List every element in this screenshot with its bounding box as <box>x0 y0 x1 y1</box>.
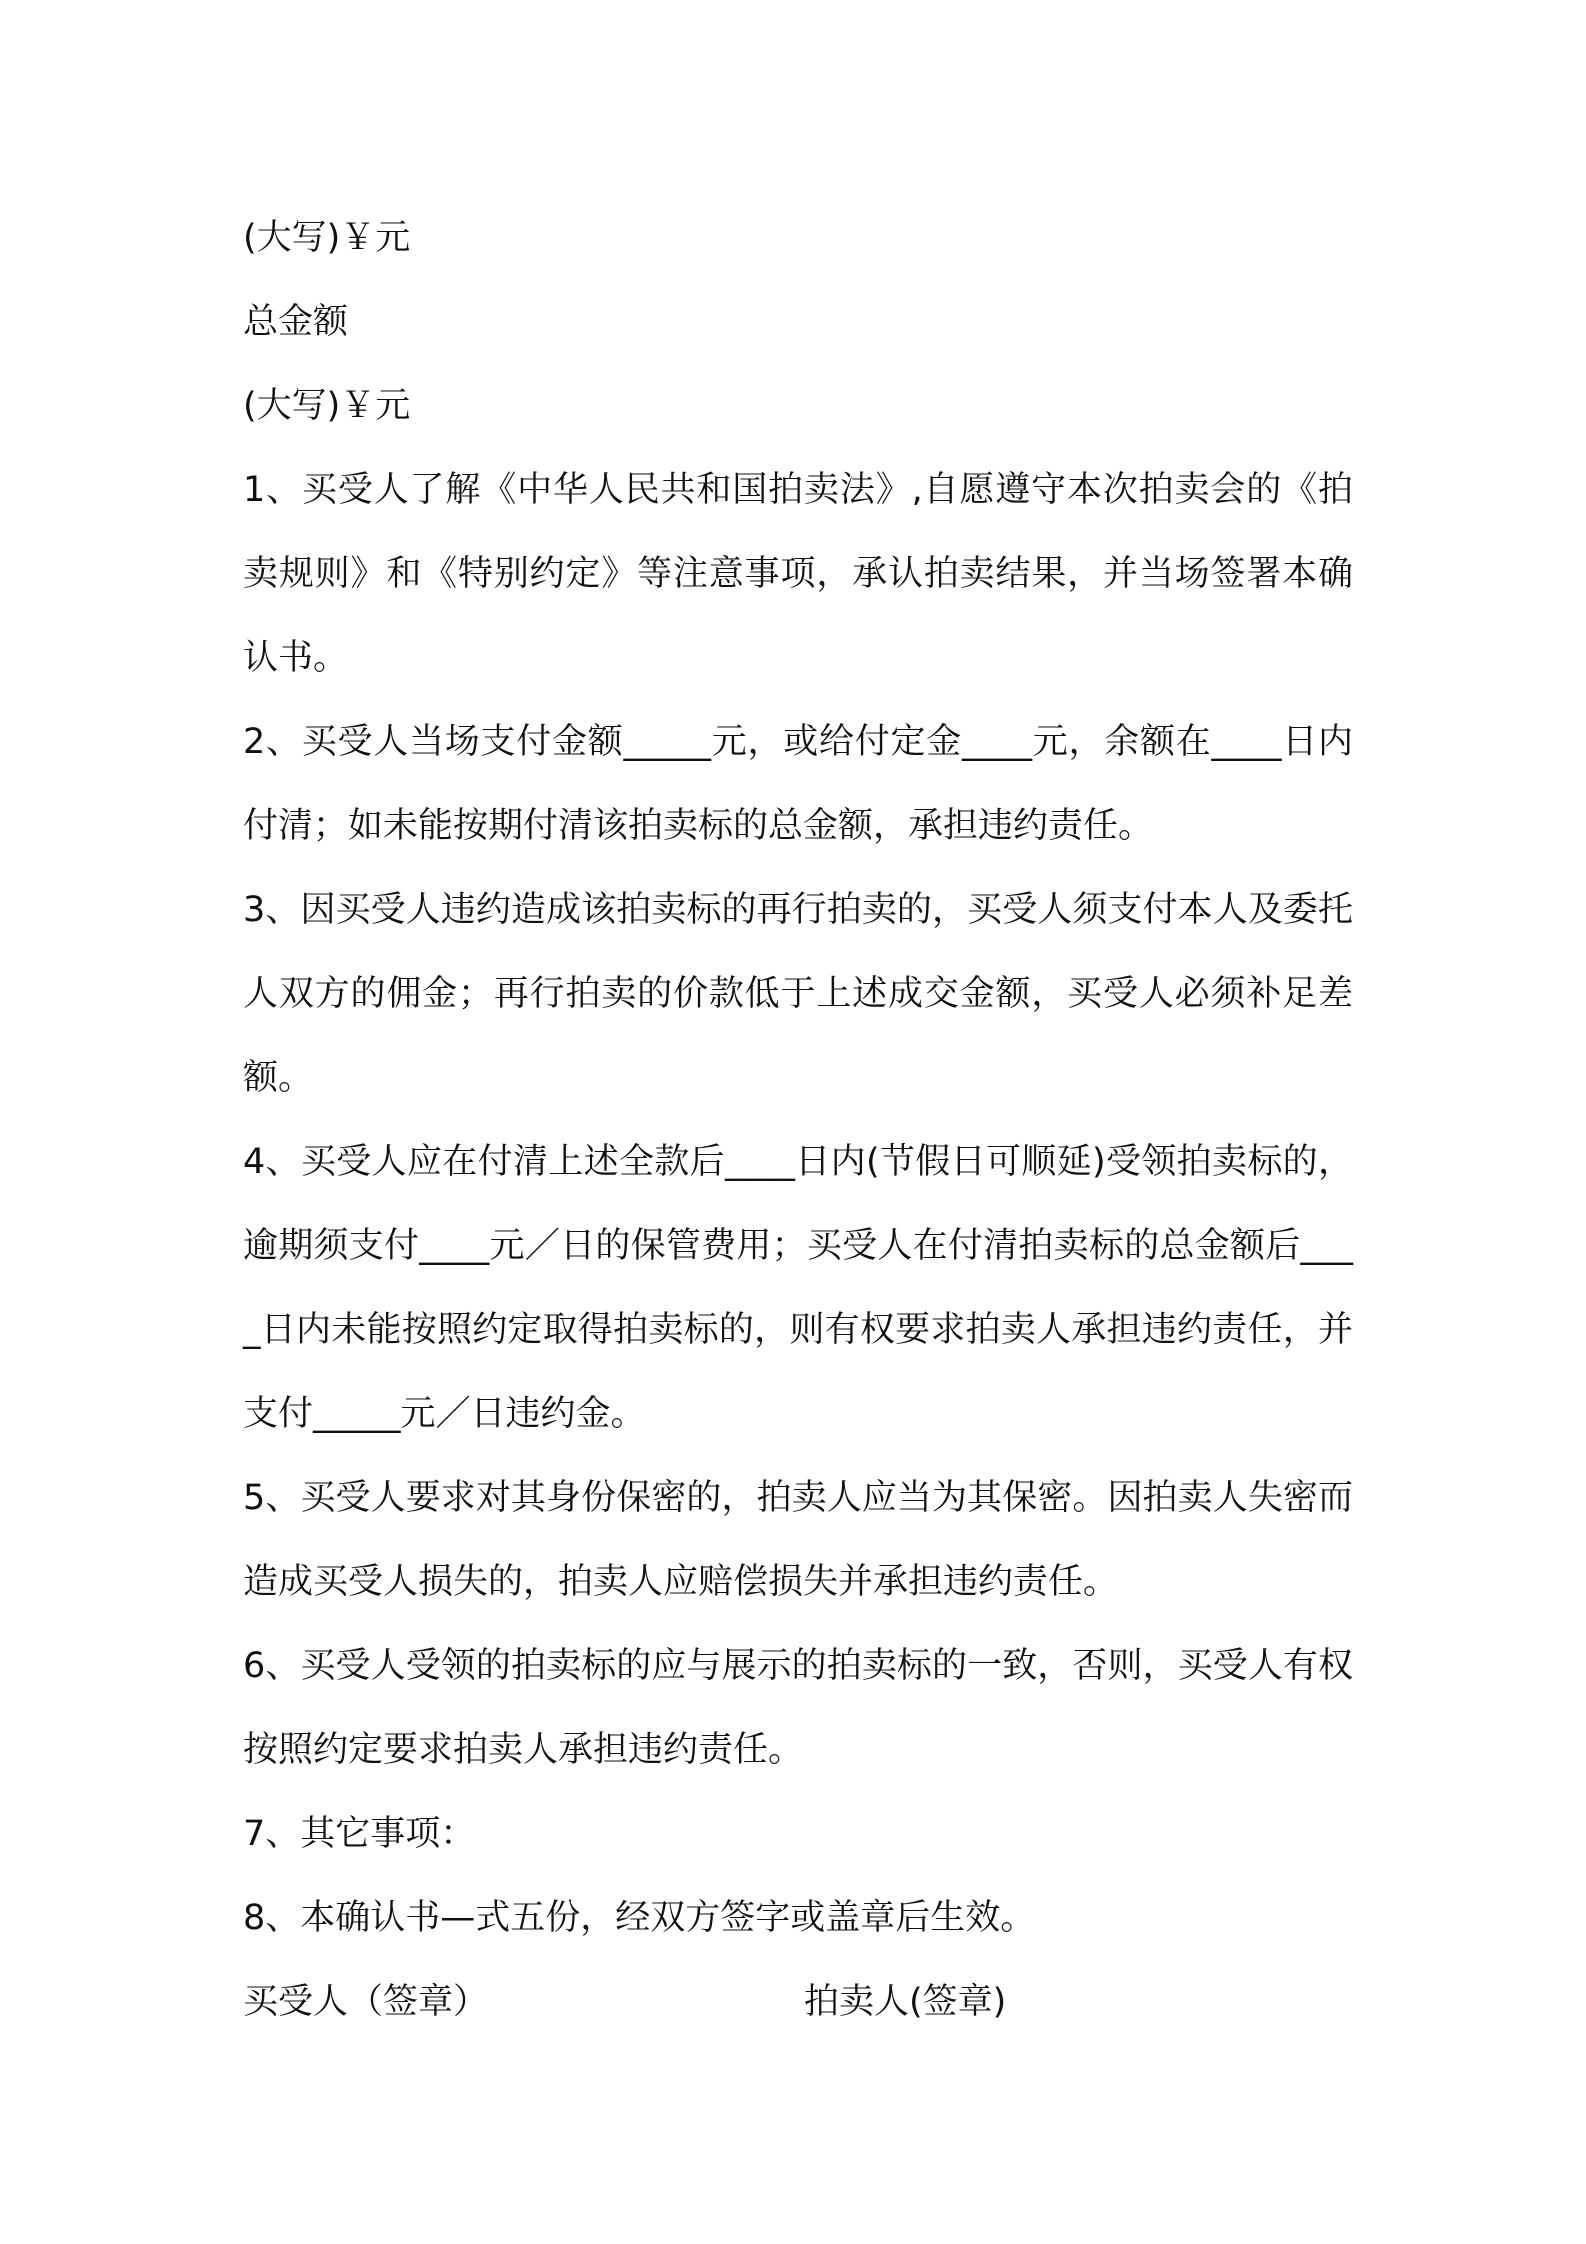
auctioneer-signature-label: 拍卖人(签章) <box>804 1982 1007 2022</box>
clause-1: 1、买受人了解《中华人民共和国拍卖法》,自愿遵守本次拍卖会的《拍卖规则》和《特别约定》等注意事项，承认拍卖结果，并当场签署本确认书。 <box>243 470 1353 678</box>
clause-4: 4、买受人应在付清上述全款后____日内(节假日可顺延)受领拍卖标的，逾期须支付____元／日的保管费用；买受人在付清拍卖标的总金额后____日内未能按照约定取得拍卖标的，则有权要求拍卖人承担违约责任，并支付_____元／日违约金。 <box>243 1142 1353 1434</box>
document-body <box>243 196 1353 2044</box>
clause-2: 2、买受人当场支付金额_____元，或给付定金____元，余额在____日内付清；如未能按期付清该拍卖标的总金额，承担违约责任。 <box>243 722 1353 846</box>
capital-amount-line-2: (大写)￥元 <box>243 386 411 426</box>
clause-6: 6、买受人受领的拍卖标的应与展示的拍卖标的一致，否则，买受人有权按照约定要求拍卖人承担违约责任。 <box>243 1646 1353 1770</box>
clause-8: 8、本确认书—式五份，经双方签字或盖章后生效。 <box>243 1898 1036 1938</box>
signature-row <box>243 1960 1353 2044</box>
clause-5: 5、买受人要求对其身份保密的，拍卖人应当为其保密。因拍卖人失密而造成买受人损失的，拍卖人应赔偿损失并承担违约责任。 <box>243 1478 1353 1602</box>
capital-amount-line-1: (大写)￥元 <box>243 218 411 258</box>
total-amount-label: 总金额 <box>243 302 349 342</box>
clause-7: 7、其它事项： <box>243 1814 476 1854</box>
buyer-signature-label: 买受人（签章） <box>243 1982 489 2022</box>
clause-3: 3、因买受人违约造成该拍卖标的再行拍卖的，买受人须支付本人及委托人双方的佣金；再行拍卖的价款低于上述成交金额，买受人必须补足差额。 <box>243 890 1353 1098</box>
